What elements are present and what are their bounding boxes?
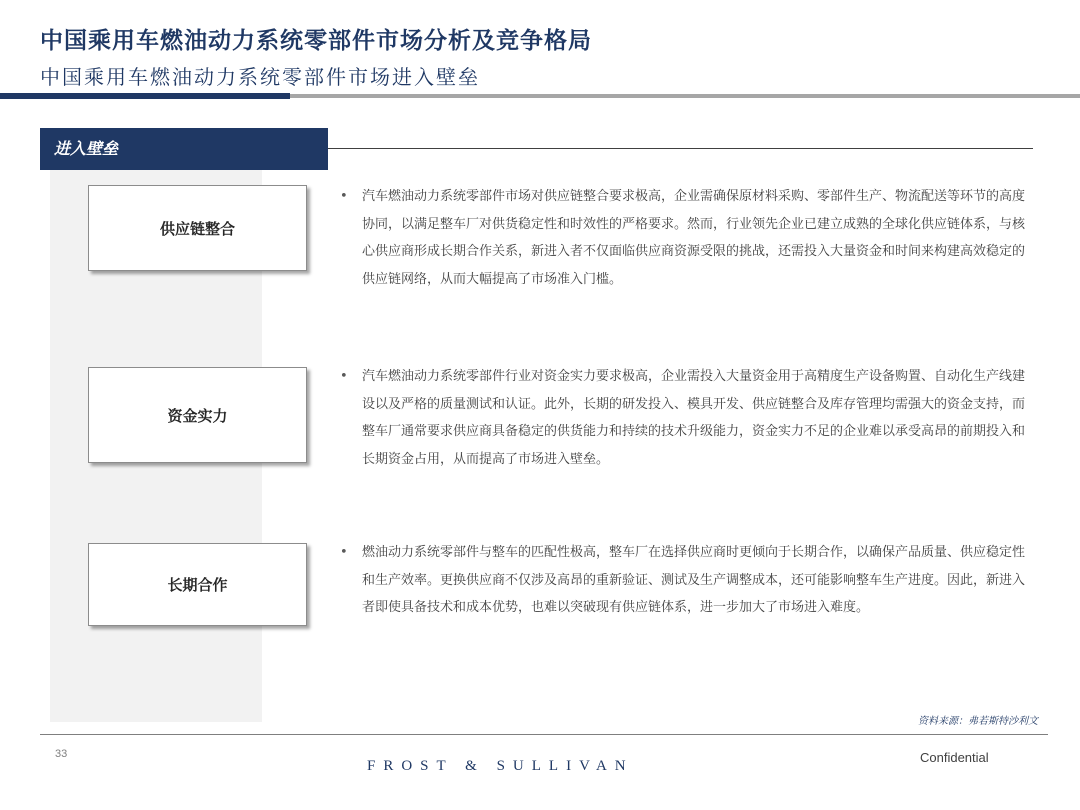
description-text: 燃油动力系统零部件与整车的匹配性极高，整车厂在选择供应商时更倾向于长期合作，以确保产品质量、供应稳定性和生产效率。更换供应商不仅涉及高昂的重新验证、测试及生产调整成本，还可能影响整车生产进度。因此，新进入者即使具备技术和成本优势，也难以突破现有供应链体系，进一步加大了市场进入难度。 — [362, 545, 1026, 615]
barrier-label: 长期合作 — [167, 576, 228, 594]
barrier-box-long-term-cooperation — [88, 543, 307, 626]
page-subtitle: 中国乘用车燃油动力系统零部件市场进入壁垒 — [40, 65, 480, 89]
section-divider — [328, 148, 1033, 149]
barrier-description-long-term-cooperation — [340, 539, 1030, 622]
title-underline-dark — [0, 93, 290, 99]
bullet-icon: • — [340, 545, 348, 560]
footer-divider — [40, 734, 1048, 735]
bullet-icon: • — [340, 189, 348, 204]
barrier-label: 供应链整合 — [159, 219, 235, 238]
page-number: 33 — [55, 748, 68, 760]
brand-logo: FROST & SULLIVAN — [367, 758, 634, 774]
bullet-icon: • — [340, 369, 348, 384]
section-header — [40, 128, 328, 170]
source-note: 资料来源：弗若斯特沙利文 — [918, 716, 1038, 727]
barrier-description-supply-chain — [340, 183, 1030, 293]
barrier-box-supply-chain — [88, 185, 307, 271]
description-text: 汽车燃油动力系统零部件市场对供应链整合要求极高，企业需确保原材料采购、零部件生产、物流配送等环节的高度协同，以满足整车厂对供货稳定性和时效性的严格要求。然而，行业领先企业已建立成熟的全球化供应链体系，与核心供应商形成长期合作关系，新进入者不仅面临供应商资源受限的挑战，还需投入大量资金和时间来构建高效稳定的供应链网络，从而大幅提高了市场准入门槛。 — [362, 189, 1026, 287]
barrier-box-capital — [88, 367, 307, 463]
description-text: 汽车燃油动力系统零部件行业对资金实力要求极高，企业需投入大量资金用于高精度生产设备购置、自动化生产线建设以及严格的质量测试和认证。此外，长期的研发投入、模具开发、供应链整合及库存管理均需强大的资金支持，而整车厂通常要求供应商具备稳定的供货能力和持续的技术升级能力，资金实力不足的企业难以承受高昂的前期投入和长期资金占用，从而提高了市场进入壁垒。 — [362, 369, 1026, 467]
confidential-label: Confidential — [920, 750, 989, 765]
header — [40, 22, 592, 90]
page-title: 中国乘用车燃油动力系统零部件市场分析及竞争格局 — [40, 28, 592, 54]
barrier-description-capital — [340, 363, 1030, 473]
title-underline-light — [290, 94, 1080, 98]
barrier-label: 资金实力 — [167, 406, 228, 425]
section-label: 进入壁垒 — [54, 139, 119, 158]
